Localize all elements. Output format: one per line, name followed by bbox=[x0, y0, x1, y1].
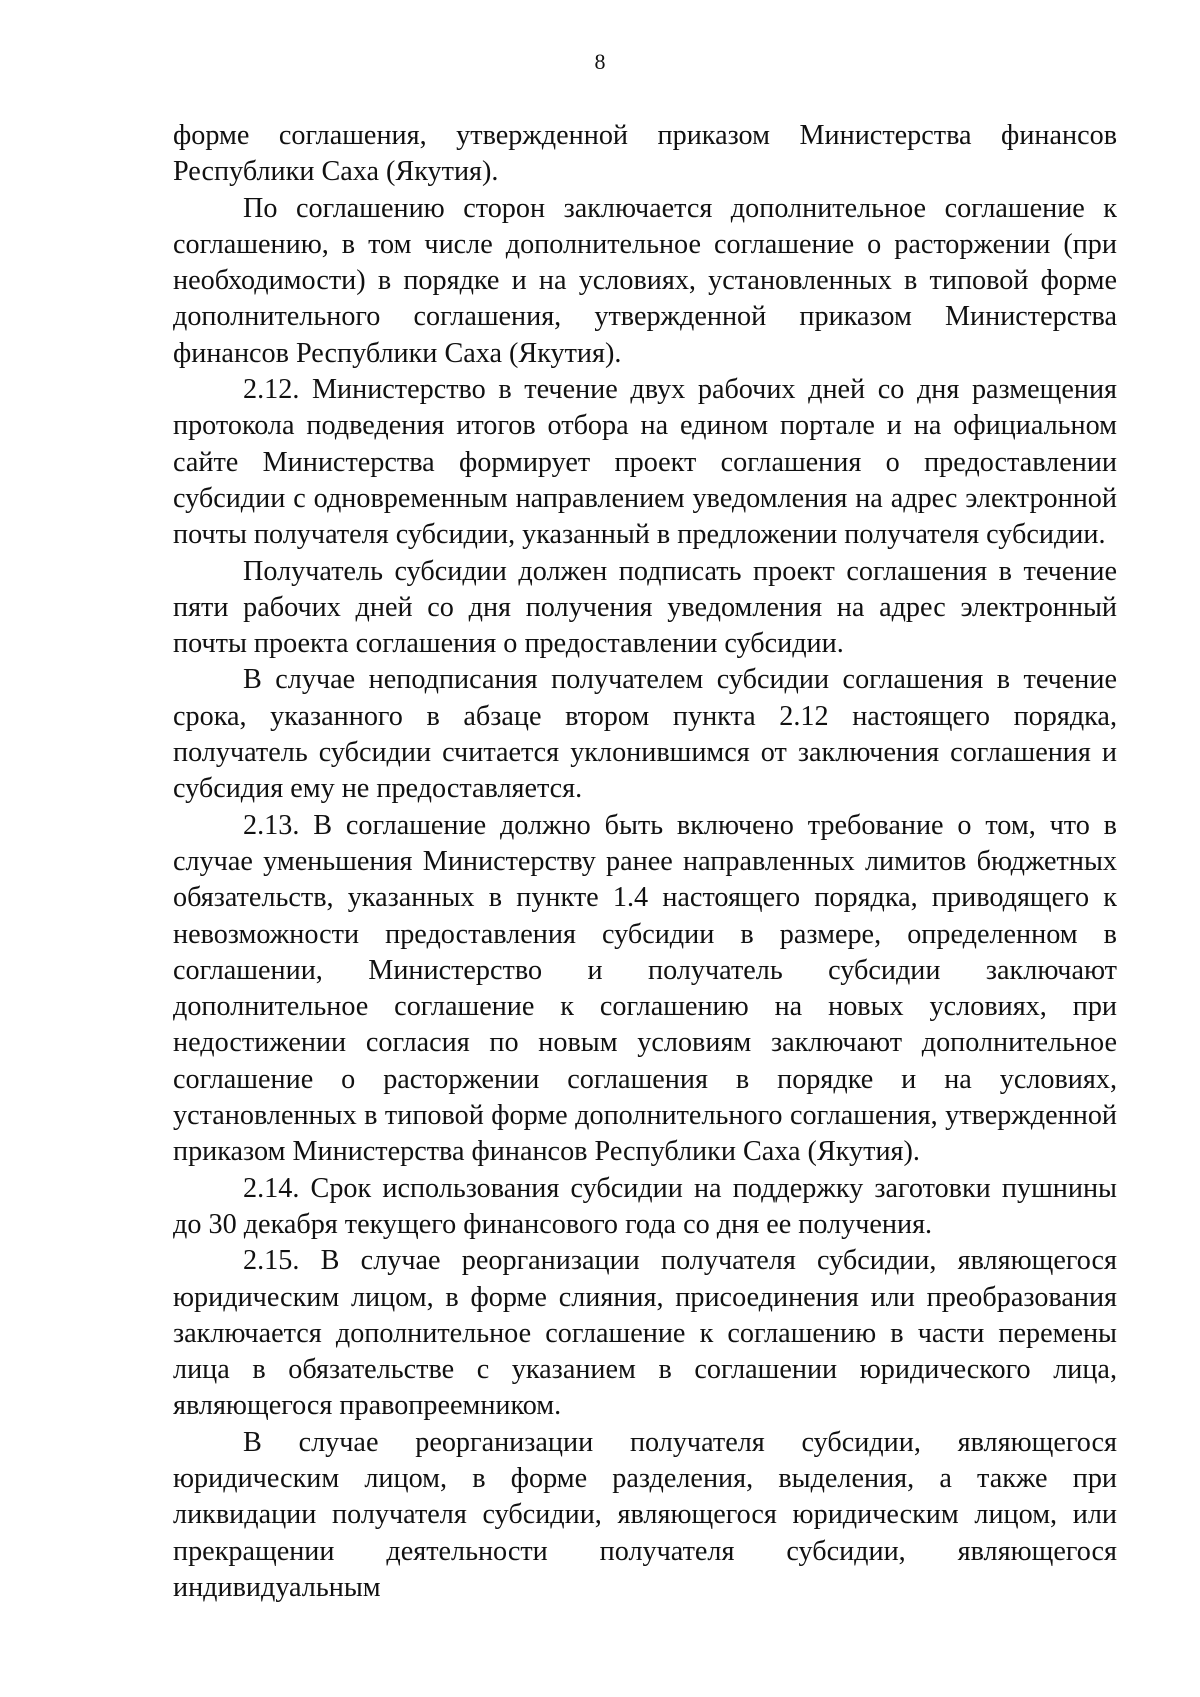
paragraph-additional-agreement: По соглашению сторон заключается дополнительное соглашение к соглашению, в том числе дополнительное соглашение о расторжении (при необходимости) в порядке и на условиях, установленных в типовой форме дополнительного соглашения, утвержденной приказом Министерства финансов Республики Саха (Якутия). bbox=[173, 192, 1117, 369]
paragraph-non-signing: В случае неподписания получателем субсидии соглашения в течение срока, указанного в абзаце втором пункта 2.12 настоящего порядка, получатель субсидии считается уклонившимся от заключения соглашения и субсидия ему не предоставляется. bbox=[173, 664, 1117, 805]
document-body bbox=[173, 118, 1117, 1606]
paragraph-signing-deadline: Получатель субсидии должен подписать проект соглашения в течение пяти рабочих дней со дня получения уведомления на адрес электронный почты проекта соглашения о предоставлении субсидии. bbox=[173, 555, 1117, 660]
paragraph-2-12: 2.12. Министерство в течение двух рабочих дней со дня размещения протокола подведения итогов отбора на едином портале и на официальном сайте Министерства формирует проект соглашения о предоставлении субсидии с одновременным направлением уведомления на адрес электронной почты получателя субсидии, указанный в предложении получателя субсидии. bbox=[173, 374, 1117, 551]
paragraph-continuation: форме соглашения, утвержденной приказом Министерства финансов Республики Саха (Якутия). bbox=[173, 120, 1117, 188]
paragraph-2-14: 2.14. Срок использования субсидии на поддержку заготовки пушнины до 30 декабря текущего финансового года со дня ее получения. bbox=[173, 1172, 1117, 1240]
paragraph-2-13: 2.13. В соглашение должно быть включено требование о том, что в случае уменьшения Министерству ранее направленных лимитов бюджетных обязательств, указанных в пункте 1.4 настоящего порядка, приводящего к невозможности предоставления субсидии в размере, определенном в соглашении, Министерство и получатель субсидии заключают дополнительное соглашение к соглашению на новых условиях, при недостижении согласия по новым условиям заключают дополнительное соглашение о расторжении соглашения в порядке и на условиях, установленных в типовой форме дополнительного соглашения, утвержденной приказом Министерства финансов Республики Саха (Якутия). bbox=[173, 809, 1117, 1168]
page-number: 8 bbox=[594, 49, 606, 74]
paragraph-reorganization: В случае реорганизации получателя субсидии, являющегося юридическим лицом, в форме разделения, выделения, а также при ликвидации получателя субсидии, являющегося юридическим лицом, или прекращении деятельности получателя субсидии, являющегося индивидуальным bbox=[173, 1426, 1117, 1603]
paragraph-2-15: 2.15. В случае реорганизации получателя субсидии, являющегося юридическим лицом, в форме слияния, присоединения или преобразования заключается дополнительное соглашение к соглашению в части перемены лица в обязательстве с указанием в соглашении юридического лица, являющегося правопреемником. bbox=[173, 1245, 1117, 1422]
